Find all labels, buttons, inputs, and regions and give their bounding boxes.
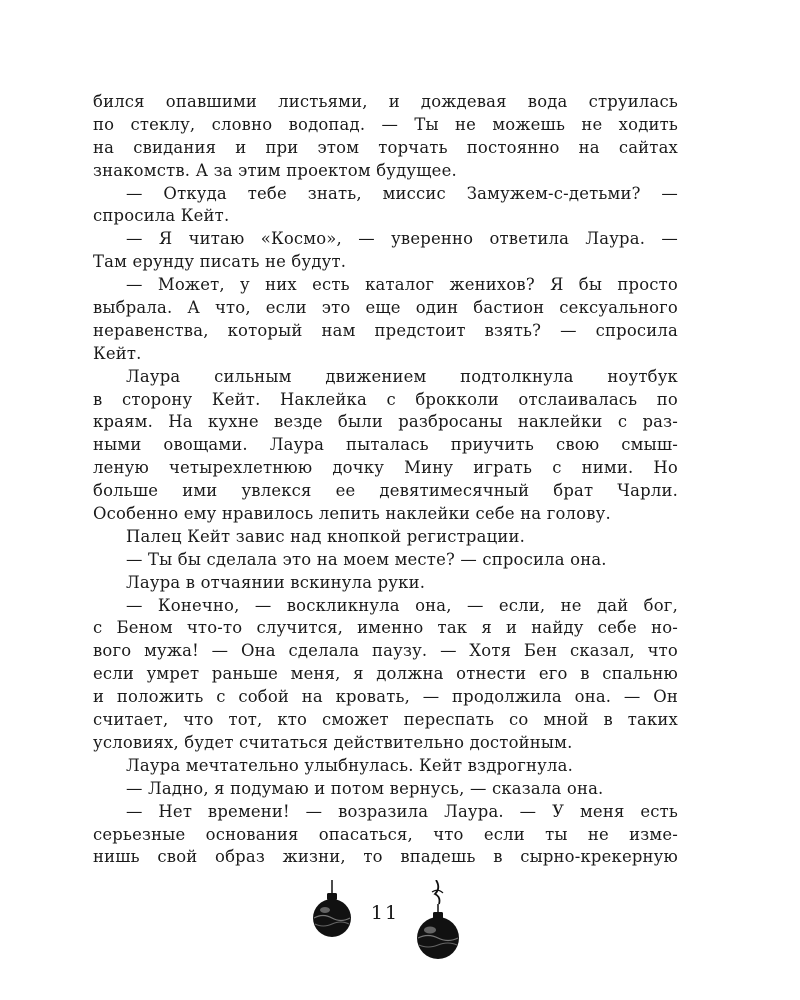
text-line: нишь свой образ жизни, то впадешь в сырно-крекерную — [93, 847, 678, 867]
text-line: с Беном что-то случится, именно так я и найду себе но- — [93, 618, 678, 638]
text-line: краям. На кухне везде были разбросаны наклейки с раз- — [93, 412, 678, 432]
text-line: — Ладно, я подумаю и потом вернусь, — сказала она. — [126, 778, 604, 798]
text-line: Там ерунду писать не будут. — [93, 252, 347, 272]
text-line: Лаура сильным движением подтолкнула ноутбук — [126, 366, 678, 386]
text-line: больше ими увлекся ее девятимесячный брат Чарли. — [93, 481, 678, 501]
text-line: — Конечно, — воскликнула она, — если, не дай бог, — [126, 595, 678, 615]
text-line: леную четырехлетнюю дочку Мину играть с ними. Но — [93, 458, 678, 478]
text-line: считает, что тот, кто сможет переспать со мной в таких — [93, 710, 678, 730]
christmas-ornament-left-icon — [300, 880, 360, 950]
text-line: знакомств. А за этим проектом будущее. — [93, 160, 457, 180]
book-page-text — [93, 91, 678, 869]
text-line: — Нет времени! — возразила Лаура. — У меня есть — [126, 801, 678, 821]
text-line: — Может, у них есть каталог женихов? Я бы просто — [126, 275, 678, 295]
page-footer — [300, 880, 470, 970]
christmas-ornament-right-icon — [408, 880, 470, 970]
text-line: Палец Кейт завис над кнопкой регистрации. — [126, 526, 525, 546]
text-line: бился опавшими листьями, и дождевая вода струилась — [93, 92, 678, 111]
text-line: в сторону Кейт. Наклейка с брокколи отслаивалась по — [93, 389, 678, 409]
text-line: — Ты бы сделала это на моем месте? — спросила она. — [126, 549, 607, 569]
text-line: Кейт. — [93, 343, 142, 363]
text-line: по стеклу, словно водопад. — Ты не можешь не ходить — [93, 114, 678, 134]
text-line: серьезные основания опасаться, что если ты не изме- — [93, 824, 678, 844]
text-line: на свидания и при этом торчать постоянно на сайтах — [93, 137, 678, 157]
text-line: если умрет раньше меня, я должна отнести его в спальню — [93, 664, 678, 684]
text-line: выбрала. А что, если это еще один бастион сексуального — [93, 298, 678, 318]
text-line: и положить с собой на кровать, — продолжила она. — Он — [93, 687, 678, 707]
text-line: Лаура мечтательно улыбнулась. Кейт вздрогнула. — [126, 755, 574, 775]
text-line: Лаура в отчаянии вскинула руки. — [126, 572, 426, 592]
text-line: спросила Кейт. — [93, 206, 230, 226]
text-line: Особенно ему нравилось лепить наклейки себе на голову. — [93, 504, 611, 524]
text-line: — Я читаю «Космо», — уверенно ответила Лаура. — — [126, 229, 678, 249]
page-number: 11 — [370, 902, 400, 924]
text-line: вого мужа! — Она сделала паузу. — Хотя Бен сказал, что — [93, 641, 678, 661]
text-line: неравенства, который нам предстоит взять? — спросила — [93, 320, 678, 340]
text-line: — Откуда тебе знать, миссис Замужем-с-детьми? — — [126, 183, 678, 203]
text-line: ными овощами. Лаура пыталась приучить свою смыш- — [93, 435, 678, 455]
text-line: условиях, будет считаться действительно достойным. — [93, 732, 573, 752]
